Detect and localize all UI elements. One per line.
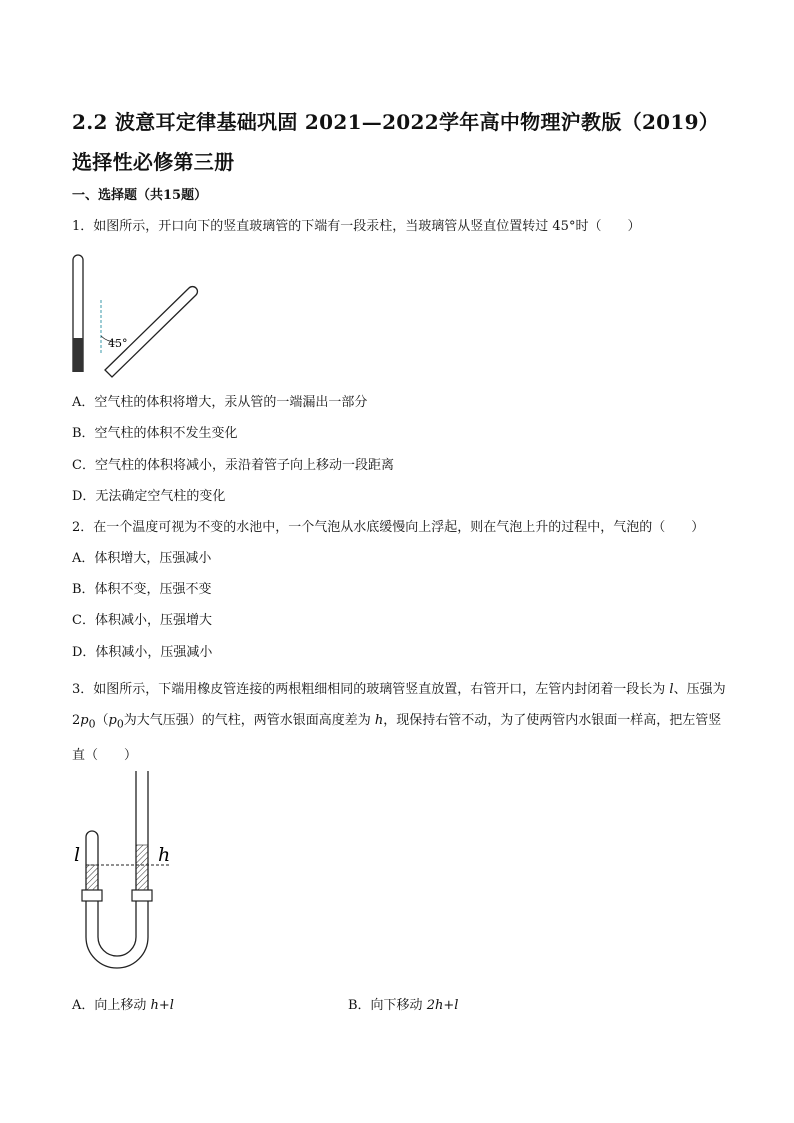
q1-option-a: A．空气柱的体积将增大，汞从管的一端漏出一部分 [72, 395, 368, 410]
q2-stem: 2．在一个温度可视为不变的水池中，一个气泡从水底缓慢向上浮起，则在气泡上升的过程中，气泡的（ ） [72, 520, 705, 535]
q3-option-a: A．向上移动 h+l [72, 998, 174, 1013]
label-l: l [74, 844, 81, 866]
q1-option-d: D．无法确定空气柱的变化 [72, 489, 226, 504]
document-title: 2.2 波意耳定律基础巩固 2021—2022学年高中物理沪教版（2019）选择性必修第三册 [72, 110, 720, 174]
left-mercury [86, 865, 98, 890]
label-h: h [158, 844, 171, 866]
var-h: h [374, 713, 384, 728]
rubber-hose-outer [86, 901, 148, 968]
mercury-column [73, 338, 83, 372]
var-p0: p [80, 713, 89, 728]
q3-figure [70, 765, 185, 980]
left-joint [82, 890, 102, 901]
q3-option-b: B．向下移动 2h+l [348, 998, 459, 1013]
q3-stem: 3．如图所示，下端用橡皮管连接的两根粗细相同的玻璃管竖直放置，右管开口，左管内封闭着一段长为 l、压强为 $2p_0(p_0$为大气压强）的气柱，两管水银面高度差为 h，现保持右管不动，为了使两管内水银面一样高，把左管竖直（ ） [72, 682, 726, 763]
right-joint [132, 890, 152, 901]
q1-option-b: B．空气柱的体积不发生变化 [72, 426, 238, 441]
rubber-hose-inner [98, 901, 136, 956]
q1-option-c: C．空气柱的体积将减小，汞沿着管子向上移动一段距离 [72, 458, 394, 473]
q1-stem: 1．如图所示，开口向下的竖直玻璃管的下端有一段汞柱，当玻璃管从竖直位置转过 45°时（ ） [72, 219, 641, 234]
angle-label: 45° [108, 337, 128, 350]
vertical-tube [73, 255, 83, 372]
right-mercury [136, 845, 148, 890]
q2-option-b: B．体积不变，压强不变 [72, 582, 212, 597]
q1-figure [68, 250, 208, 378]
var-l: l [669, 682, 674, 697]
tilted-tube [105, 287, 197, 377]
q2-option-d: D．体积减小，压强减小 [72, 645, 213, 660]
section-heading: 一、选择题（共15题） [72, 188, 208, 203]
q2-option-c: C．体积减小，压强增大 [72, 613, 212, 628]
q2-option-a: A．体积增大，压强减小 [72, 551, 212, 566]
